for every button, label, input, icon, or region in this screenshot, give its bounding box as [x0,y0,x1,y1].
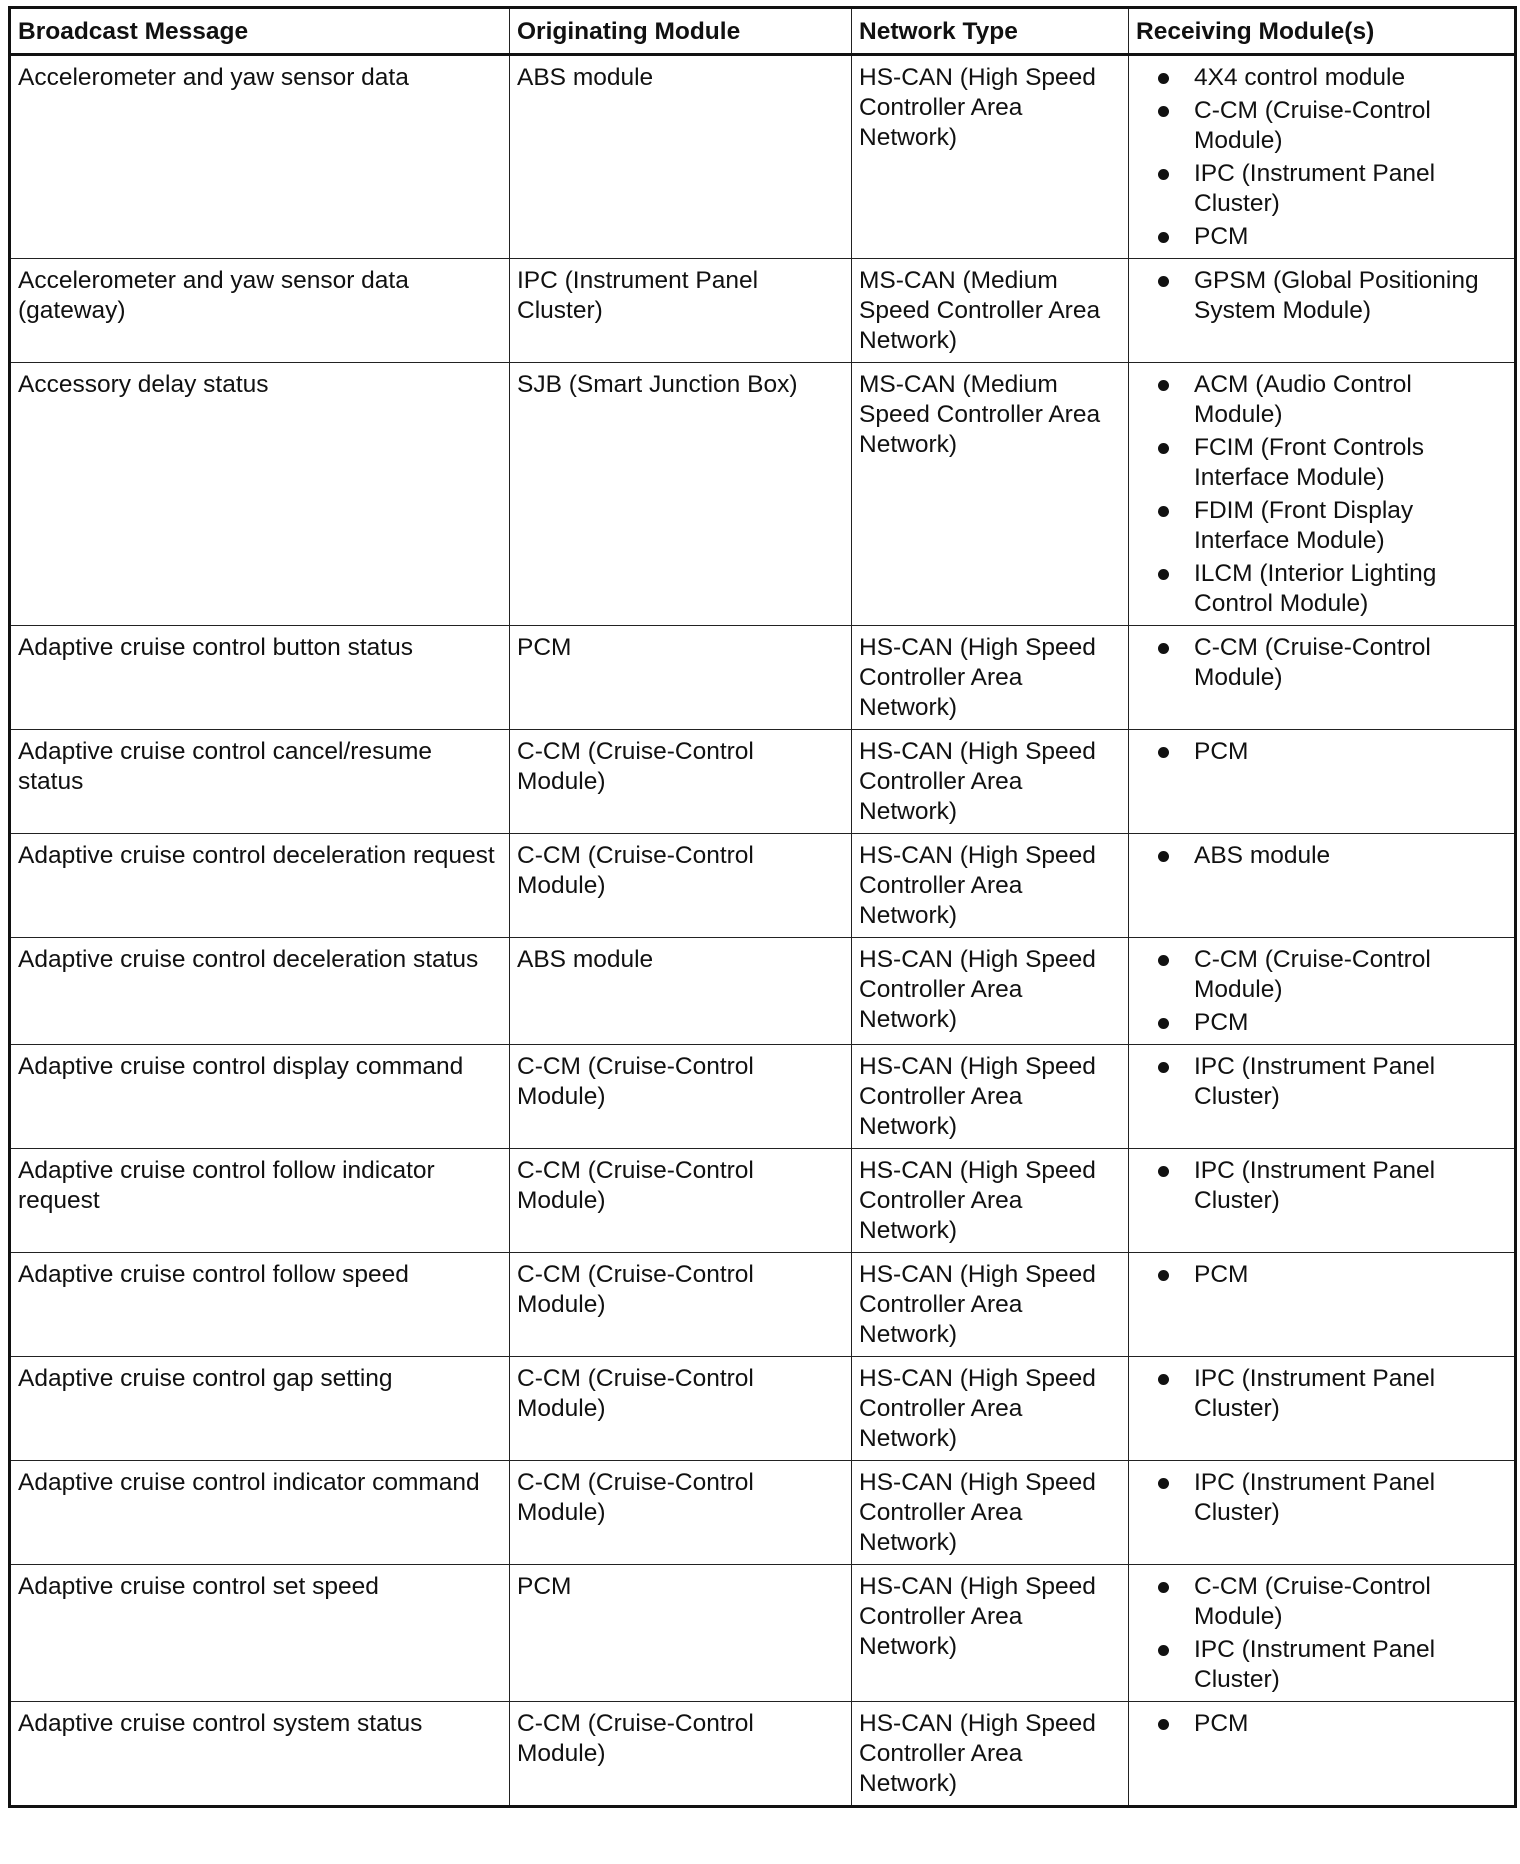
bullet-icon [1158,380,1169,391]
bullet-icon [1158,506,1169,517]
receiving-module-item [1136,96,1507,156]
bullet-icon [1158,1582,1169,1593]
table-row [10,1357,1516,1461]
bullet-icon [1158,443,1169,454]
table-row [10,1702,1516,1807]
receiving-module-label: C-CM (Cruise-Control Module) [1194,1573,1431,1630]
receiving-modules-list [1136,633,1507,693]
receiving-module-label: IPC (Instrument Panel Cluster) [1194,1469,1436,1526]
bullet-icon [1158,1374,1169,1385]
network-type-cell: HS-CAN (High Speed Controller Area Network) [852,1045,1129,1149]
receiving-module-item [1136,370,1507,430]
bullet-icon [1158,232,1169,243]
originating-module-cell: PCM [510,1565,852,1702]
broadcast-message-cell: Adaptive cruise control cancel/resume status [10,730,510,834]
receiving-module-label: IPC (Instrument Panel Cluster) [1194,160,1436,217]
receiving-modules-list [1136,1364,1507,1424]
network-type-cell: HS-CAN (High Speed Controller Area Network) [852,834,1129,938]
network-type-cell: MS-CAN (Medium Speed Controller Area Network) [852,259,1129,363]
receiving-module-label: FCIM (Front Controls Interface Module) [1194,434,1425,491]
originating-module-cell: C-CM (Cruise-Control Module) [510,1253,852,1357]
receiving-module-item [1136,633,1507,693]
receiving-modules-list [1136,1052,1507,1112]
header-originating-module: Originating Module [510,8,852,55]
receiving-modules-cell [1129,730,1516,834]
receiving-module-item [1136,1260,1507,1290]
header-row [10,8,1516,55]
receiving-modules-cell [1129,363,1516,626]
bullet-icon [1158,1478,1169,1489]
network-type-cell: HS-CAN (High Speed Controller Area Network) [852,1149,1129,1253]
bullet-icon [1158,1270,1169,1281]
receiving-modules-cell [1129,1253,1516,1357]
bullet-icon [1158,276,1169,287]
receiving-module-item [1136,737,1507,767]
header-receiving-modules: Receiving Module(s) [1129,8,1516,55]
originating-module-cell: C-CM (Cruise-Control Module) [510,1149,852,1253]
header-network-type: Network Type [852,8,1129,55]
receiving-module-label: 4X4 control module [1194,64,1406,91]
receiving-module-label: ACM (Audio Control Module) [1194,371,1412,428]
receiving-module-label: IPC (Instrument Panel Cluster) [1194,1636,1436,1693]
receiving-module-label: C-CM (Cruise-Control Module) [1194,97,1431,154]
originating-module-cell: SJB (Smart Junction Box) [510,363,852,626]
table-row [10,1253,1516,1357]
table-row [10,938,1516,1045]
originating-module-cell: ABS module [510,938,852,1045]
receiving-module-item [1136,433,1507,493]
table-row [10,363,1516,626]
table-row [10,1149,1516,1253]
broadcast-message-cell: Adaptive cruise control follow speed [10,1253,510,1357]
receiving-module-label: IPC (Instrument Panel Cluster) [1194,1157,1436,1214]
receiving-modules-list [1136,1156,1507,1216]
bullet-icon [1158,1166,1169,1177]
receiving-module-label: IPC (Instrument Panel Cluster) [1194,1053,1436,1110]
broadcast-message-cell: Adaptive cruise control set speed [10,1565,510,1702]
originating-module-cell: C-CM (Cruise-Control Module) [510,730,852,834]
broadcast-message-cell: Accelerometer and yaw sensor data (gateway) [10,259,510,363]
broadcast-message-cell: Accessory delay status [10,363,510,626]
receiving-module-item [1136,1572,1507,1632]
receiving-modules-cell [1129,55,1516,259]
receiving-modules-cell [1129,626,1516,730]
bullet-icon [1158,1062,1169,1073]
bullet-icon [1158,569,1169,580]
network-type-cell: HS-CAN (High Speed Controller Area Network) [852,938,1129,1045]
network-type-cell: HS-CAN (High Speed Controller Area Network) [852,1461,1129,1565]
receiving-module-item [1136,1709,1507,1739]
receiving-modules-list [1136,1260,1507,1290]
originating-module-cell: PCM [510,626,852,730]
receiving-modules-list [1136,737,1507,767]
receiving-module-label: ILCM (Interior Lighting Control Module) [1194,560,1437,617]
broadcast-message-cell: Adaptive cruise control system status [10,1702,510,1807]
receiving-module-item [1136,159,1507,219]
receiving-module-item [1136,559,1507,619]
receiving-modules-cell [1129,1045,1516,1149]
network-type-cell: HS-CAN (High Speed Controller Area Network) [852,1702,1129,1807]
broadcast-message-table [8,6,1517,1808]
receiving-module-label: PCM [1194,1261,1249,1288]
receiving-module-label: C-CM (Cruise-Control Module) [1194,634,1431,691]
receiving-module-item [1136,1008,1507,1038]
table-row [10,626,1516,730]
receiving-modules-list [1136,63,1507,252]
receiving-modules-cell [1129,938,1516,1045]
network-type-cell: HS-CAN (High Speed Controller Area Network) [852,730,1129,834]
bullet-icon [1158,106,1169,117]
receiving-module-item [1136,1052,1507,1112]
bullet-icon [1158,643,1169,654]
table-row [10,730,1516,834]
table-row [10,834,1516,938]
bullet-icon [1158,169,1169,180]
receiving-module-label: PCM [1194,223,1249,250]
receiving-module-label: IPC (Instrument Panel Cluster) [1194,1365,1436,1422]
receiving-modules-list [1136,945,1507,1038]
bullet-icon [1158,955,1169,966]
bullet-icon [1158,1018,1169,1029]
receiving-modules-list [1136,266,1507,326]
broadcast-message-cell: Adaptive cruise control deceleration request [10,834,510,938]
receiving-module-item [1136,496,1507,556]
receiving-module-label: PCM [1194,1009,1249,1036]
table-row [10,1565,1516,1702]
receiving-module-label: PCM [1194,738,1249,765]
receiving-module-item [1136,945,1507,1005]
originating-module-cell: C-CM (Cruise-Control Module) [510,1045,852,1149]
network-type-cell: HS-CAN (High Speed Controller Area Network) [852,1357,1129,1461]
receiving-module-label: PCM [1194,1710,1249,1737]
originating-module-cell: ABS module [510,55,852,259]
broadcast-message-cell: Adaptive cruise control deceleration status [10,938,510,1045]
receiving-module-item [1136,841,1507,871]
broadcast-message-cell: Adaptive cruise control follow indicator request [10,1149,510,1253]
originating-module-cell: C-CM (Cruise-Control Module) [510,1461,852,1565]
broadcast-message-cell: Adaptive cruise control indicator command [10,1461,510,1565]
originating-module-cell: C-CM (Cruise-Control Module) [510,1357,852,1461]
receiving-modules-cell [1129,1461,1516,1565]
receiving-module-item [1136,222,1507,252]
network-type-cell: HS-CAN (High Speed Controller Area Network) [852,1253,1129,1357]
receiving-module-item [1136,1364,1507,1424]
receiving-module-label: FDIM (Front Display Interface Module) [1194,497,1414,554]
originating-module-cell: C-CM (Cruise-Control Module) [510,834,852,938]
receiving-module-item [1136,1635,1507,1695]
table-header [10,8,1516,55]
network-type-cell: HS-CAN (High Speed Controller Area Network) [852,55,1129,259]
broadcast-message-cell: Adaptive cruise control display command [10,1045,510,1149]
receiving-modules-cell [1129,834,1516,938]
bullet-icon [1158,73,1169,84]
receiving-module-item [1136,63,1507,93]
receiving-modules-list [1136,1468,1507,1528]
originating-module-cell: C-CM (Cruise-Control Module) [510,1702,852,1807]
receiving-modules-cell [1129,1149,1516,1253]
bullet-icon [1158,1645,1169,1656]
table-row [10,55,1516,259]
network-type-cell: HS-CAN (High Speed Controller Area Network) [852,626,1129,730]
network-type-cell: MS-CAN (Medium Speed Controller Area Network) [852,363,1129,626]
receiving-module-item [1136,1468,1507,1528]
receiving-modules-list [1136,1709,1507,1739]
table-row [10,1045,1516,1149]
receiving-module-item [1136,1156,1507,1216]
receiving-module-item [1136,266,1507,326]
broadcast-message-cell: Accelerometer and yaw sensor data [10,55,510,259]
receiving-modules-cell [1129,259,1516,363]
receiving-module-label: C-CM (Cruise-Control Module) [1194,946,1431,1003]
table-row [10,259,1516,363]
bullet-icon [1158,1719,1169,1730]
table-row [10,1461,1516,1565]
receiving-modules-cell [1129,1565,1516,1702]
originating-module-cell: IPC (Instrument Panel Cluster) [510,259,852,363]
bullet-icon [1158,851,1169,862]
receiving-modules-cell [1129,1702,1516,1807]
receiving-modules-cell [1129,1357,1516,1461]
receiving-module-label: ABS module [1194,842,1331,869]
table-body [10,55,1516,1807]
broadcast-message-cell: Adaptive cruise control gap setting [10,1357,510,1461]
broadcast-message-cell: Adaptive cruise control button status [10,626,510,730]
receiving-modules-list [1136,841,1507,871]
receiving-modules-list [1136,1572,1507,1695]
network-type-cell: HS-CAN (High Speed Controller Area Network) [852,1565,1129,1702]
header-broadcast-message: Broadcast Message [10,8,510,55]
receiving-module-label: GPSM (Global Positioning System Module) [1194,267,1479,324]
bullet-icon [1158,747,1169,758]
receiving-modules-list [1136,370,1507,619]
